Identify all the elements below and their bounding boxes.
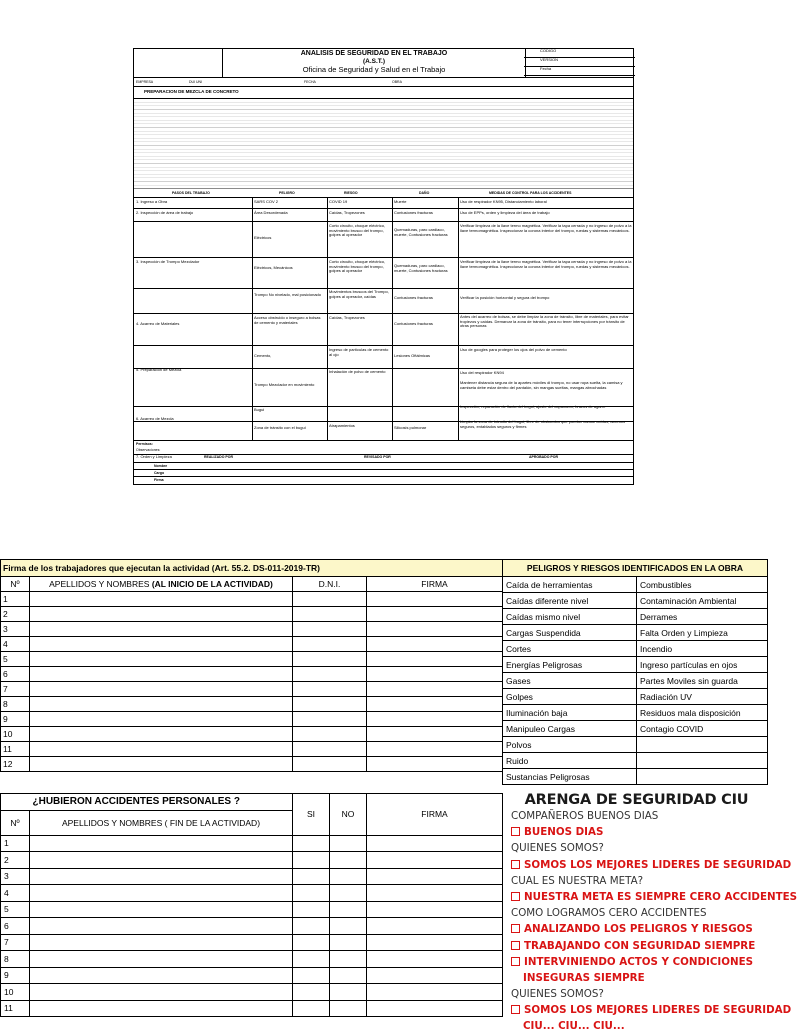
peligro-item: Contaminación Ambiental — [637, 593, 768, 609]
name-cell[interactable] — [30, 652, 293, 667]
peligro-6: Acceso obstruido o inseguro a bolsas de cemento y materiales — [254, 315, 321, 325]
dni-cell[interactable] — [293, 667, 367, 682]
arenga-line-text: ANALIZANDO LOS PELIGROS Y RIESGOS — [524, 923, 753, 936]
no-cell[interactable] — [330, 901, 367, 918]
row-number: 8 — [1, 951, 30, 968]
table-row — [1, 967, 503, 984]
codigo-label: CODIGO — [524, 49, 635, 58]
name-cell[interactable] — [30, 918, 293, 935]
riesgo-7: Ingreso de partículas de cemento al ojo — [329, 347, 389, 357]
medida-4: Verificar limpieza de la llave termo magnética. Verificar la tapa cerrada y no ingreso de polvo a la llave termomagnética. Inspeccionar la corona interior del trompo, ruedas y sistemas mecánicos. — [460, 259, 632, 269]
arenga-response — [505, 1002, 792, 1018]
peligro-row — [503, 657, 768, 673]
table-row — [1, 637, 503, 652]
arenga-line-text: TRABAJANDO CON SEGURIDAD SIEMPRE — [524, 939, 756, 952]
peligros-table — [502, 559, 768, 785]
row-number: 11 — [1, 742, 30, 757]
aprobado-por: APROBADO POR — [529, 455, 558, 459]
peligro-4: Eléctricos, Mecánicos — [254, 265, 293, 270]
table-row — [1, 757, 503, 772]
arenga-line-text: NUESTRA META ES SIEMPRE CERO ACCIDENTES — [524, 890, 797, 903]
step-4: 4. Acarreo de Materiales — [136, 321, 180, 326]
si-cell[interactable] — [293, 885, 330, 902]
dni-cell[interactable] — [293, 682, 367, 697]
table-row — [1, 682, 503, 697]
dni-cell[interactable] — [293, 622, 367, 637]
medida-1: Uso de respirador KN95, Distanciamiento laboral — [460, 199, 547, 204]
arenga-lines — [505, 808, 797, 1035]
no-cell[interactable] — [330, 852, 367, 869]
si-cell[interactable] — [293, 868, 330, 885]
table-row — [1, 727, 503, 742]
arenga-panel — [505, 792, 797, 1033]
col-name — [30, 577, 293, 592]
firma-cell[interactable] — [367, 951, 503, 968]
peligro-item: Cargas Suspendida — [503, 625, 637, 641]
row-number: 9 — [1, 967, 30, 984]
step-1: 1. Ingreso a Obra — [136, 199, 168, 204]
peligro-item: Cortes — [503, 641, 637, 657]
arenga-call — [505, 808, 768, 824]
checkbox-icon — [511, 892, 520, 901]
peligro-row — [503, 689, 768, 705]
empresa-value: DUI UNI — [189, 80, 203, 84]
firma-cell[interactable] — [367, 984, 503, 1001]
table-row — [1, 934, 503, 951]
name-cell[interactable] — [30, 742, 293, 757]
firma-cell[interactable] — [367, 852, 503, 869]
peligro-item: Ingreso partículas en ojos — [637, 657, 768, 673]
firma-cell[interactable] — [367, 757, 503, 772]
firma-cell[interactable] — [367, 592, 503, 607]
medida-5: Verificar la posición horizontal y segura del trompo — [460, 295, 550, 300]
name-cell[interactable] — [30, 868, 293, 885]
si-cell[interactable] — [293, 852, 330, 869]
row-number: 2 — [1, 607, 30, 622]
riesgo-6: Caídas, Tropezones — [329, 315, 365, 320]
peligro-item: Sustancias Peligrosas — [503, 769, 637, 785]
arenga-call — [505, 840, 768, 856]
ast-title: ANALISIS DE SEGURIDAD EN EL TRABAJO — [300, 50, 448, 57]
arenga-response — [505, 889, 797, 905]
peligro-item: Combustibles — [637, 577, 768, 593]
peligro-item: Energías Peligrosas — [503, 657, 637, 673]
dni-cell[interactable] — [293, 592, 367, 607]
table-row — [1, 712, 503, 727]
row-number: 6 — [1, 918, 30, 935]
table-row — [1, 984, 503, 1001]
riesgo-9: Atrapamientos — [329, 423, 355, 428]
peligro-row — [503, 593, 768, 609]
name-cell[interactable] — [30, 682, 293, 697]
row-number: 3 — [1, 622, 30, 637]
firma-cell[interactable] — [367, 901, 503, 918]
ast-form — [133, 48, 634, 485]
version-label: VERSION — [524, 58, 635, 67]
obra-label: OBRA — [392, 80, 402, 84]
peligro-8: Trompo Mezclador en movimiento — [254, 382, 315, 387]
firma-cell[interactable] — [367, 637, 503, 652]
arenga-response — [505, 857, 792, 873]
firma-cell[interactable] — [367, 727, 503, 742]
step-7: 7. Orden y Limpieza — [136, 454, 172, 459]
dano-2: Contusiones fracturas — [394, 210, 433, 215]
firma-cell[interactable] — [367, 652, 503, 667]
ast-subtitle: (A.S.T.) — [362, 58, 386, 66]
peligro-row — [503, 641, 768, 657]
firma-label: Firma — [154, 478, 164, 482]
si-cell[interactable] — [293, 901, 330, 918]
peligro-row — [503, 753, 768, 769]
dni-cell[interactable] — [293, 727, 367, 742]
arenga-response — [505, 954, 768, 970]
arenga-line-text: COMPAÑEROS BUENOS DIAS — [511, 810, 659, 822]
firma-cell[interactable] — [367, 712, 503, 727]
arenga-line-text: INTERVINIENDO ACTOS Y CONDICIONES — [524, 955, 754, 968]
table-row — [1, 1000, 503, 1017]
riesgo-8: Inhalación de polvo de cemento — [329, 369, 386, 374]
dni-cell[interactable] — [293, 652, 367, 667]
peligro-item: Polvos — [503, 737, 637, 753]
table-row — [1, 667, 503, 682]
peligro-2: Área Desordenada — [254, 210, 288, 215]
dni-cell[interactable] — [293, 607, 367, 622]
peligro-item — [637, 753, 768, 769]
peligro-item: Caídas mismo nivel — [503, 609, 637, 625]
no-cell[interactable] — [330, 934, 367, 951]
row-number: 7 — [1, 682, 30, 697]
col-firma: FIRMA — [367, 577, 503, 592]
name-cell[interactable] — [30, 622, 293, 637]
ast-activity-row — [134, 87, 633, 99]
firma-cell[interactable] — [367, 667, 503, 682]
table-row — [1, 918, 503, 935]
col-riesgo: RIESGO — [344, 191, 358, 195]
name-cell[interactable] — [30, 951, 293, 968]
peligro-item: Contagio COVID — [637, 721, 768, 737]
arenga-title: ARENGA DE SEGURIDAD CIU — [524, 792, 749, 808]
name-cell[interactable] — [30, 727, 293, 742]
name-cell[interactable] — [30, 901, 293, 918]
permisos-label: Permisos: — [136, 442, 153, 446]
peligro-7: Cemento, — [254, 353, 272, 358]
peligro-item: Derrames — [637, 609, 768, 625]
arenga-call — [505, 905, 768, 921]
name-cell[interactable] — [30, 667, 293, 682]
arenga-line-text: CIU... CIU... CIU... — [523, 1020, 625, 1033]
dano-8: Silicosis pulmonar — [394, 425, 427, 430]
riesgo-2: Caídas, Tropezones — [329, 210, 365, 215]
arenga-response — [505, 824, 768, 840]
cargo-label: Cargo — [154, 471, 165, 475]
peligro-5: Trompo No nivelado, mal posicionado — [254, 292, 321, 297]
dano-5: Contusiones fracturas — [394, 295, 433, 300]
empresa-label: EMPRESA — [136, 80, 154, 84]
firma-cell[interactable] — [367, 697, 503, 712]
si-cell[interactable] — [293, 967, 330, 984]
realizado-por: REALIZADO POR — [204, 455, 233, 459]
peligro-9: Bugui — [254, 407, 265, 412]
si-cell[interactable] — [293, 835, 330, 852]
checkbox-icon — [511, 924, 520, 933]
si-cell[interactable] — [293, 918, 330, 935]
medida-2: Uso de EPPs, orden y limpieza del área de trabajo — [460, 210, 550, 215]
col-name-end: APELLIDOS Y NOMBRES ( FIN DE LA ACTIVIDAD) — [30, 810, 293, 835]
table-row — [1, 742, 503, 757]
row-number: 4 — [1, 637, 30, 652]
checkbox-icon — [511, 941, 520, 950]
firma-cell[interactable] — [367, 1000, 503, 1017]
table-row — [1, 697, 503, 712]
firma-cell[interactable] — [367, 742, 503, 757]
name-cell[interactable] — [30, 1000, 293, 1017]
fecha-label: Fecha — [524, 67, 635, 76]
checkbox-icon — [511, 957, 520, 966]
row-number: 1 — [1, 835, 30, 852]
peligro-item: Caída de herramientas — [503, 577, 637, 593]
firma-cell[interactable] — [367, 934, 503, 951]
arenga-response — [505, 970, 768, 986]
workers-end-table — [0, 793, 503, 1017]
table-row — [1, 607, 503, 622]
col-n: Nº — [1, 577, 30, 592]
checkbox-icon — [511, 827, 520, 836]
fecha-field-label: FECHA — [304, 80, 316, 84]
table-row — [1, 592, 503, 607]
arenga-line-text: CUAL ES NUESTRA META? — [511, 874, 644, 887]
medida-6: Antes del acarreo de bolsas, se debe limpiar la zona de tránsito, libre de materiales, para evitar tropiezos y caídas. Demarcar la zona de tránsito, para no tener interrupciones por tránsito de otras personas — [460, 314, 629, 329]
peligro-row — [503, 625, 768, 641]
peligro-item: Partes Moviles sin guarda — [637, 673, 768, 689]
row-number: 2 — [1, 852, 30, 869]
table-row — [1, 652, 503, 667]
no-cell[interactable] — [330, 951, 367, 968]
arenga-line-text: QUIENES SOMOS? — [511, 842, 604, 855]
si-cell[interactable] — [293, 984, 330, 1001]
si-cell[interactable] — [293, 1000, 330, 1017]
dni-cell[interactable] — [293, 712, 367, 727]
step-3: 3. Inspección de Trompo Mezclador — [136, 259, 200, 264]
col-dano: DAÑO — [419, 191, 430, 195]
firma-cell[interactable] — [367, 682, 503, 697]
si-cell[interactable] — [293, 934, 330, 951]
peligro-row — [503, 721, 768, 737]
firma-cell[interactable] — [367, 835, 503, 852]
arenga-call — [505, 986, 768, 1002]
row-number: 8 — [1, 697, 30, 712]
dano-4: Quemaduras, paro cardiaco, muerte, Contusiones fracturas — [394, 263, 448, 273]
checkbox-icon — [511, 1005, 520, 1014]
name-cell[interactable] — [30, 852, 293, 869]
no-cell[interactable] — [330, 967, 367, 984]
no-cell[interactable] — [330, 984, 367, 1001]
peligro-item — [637, 737, 768, 753]
medida-7: Uso de googles para proteger los ojos del polvo de cemento — [460, 347, 567, 352]
row-number: 1 — [1, 592, 30, 607]
accidents-question: ¿HUBIERON ACCIDENTES PERSONALES ? — [30, 794, 293, 811]
peligros-title: PELIGROS Y RIESGOS IDENTIFICADOS EN LA OBRA — [503, 560, 768, 577]
name-cell[interactable] — [30, 592, 293, 607]
col-pasos: PASOS DEL TRABAJO — [172, 191, 210, 195]
riesgo-3: Corto circuito, choque eléctrico, movimiento brusco del trompo, golpes al operador — [329, 223, 386, 238]
col-firma-end: FIRMA — [367, 794, 503, 836]
dni-cell[interactable] — [293, 757, 367, 772]
medida-3: Verificar limpieza de la llave termo magnética. Verificar la tapa cerrada y no ingreso de polvo a la llave termomagnética. Inspeccionar la corona interior del trompo, ruedas y sistemas mecánicos. — [460, 223, 632, 233]
ast-code-box — [524, 49, 635, 77]
no-cell[interactable] — [330, 918, 367, 935]
step-6: 6. Acarreo de Mezcla — [136, 416, 174, 421]
peligro-item: Residuos mala disposición — [637, 705, 768, 721]
step-2: 2. Inspección de área de trabajo — [136, 210, 194, 215]
riesgo-1: COVID 19 — [329, 199, 348, 204]
observaciones-label: Observaciones: — [136, 448, 161, 452]
name-cell[interactable] — [30, 835, 293, 852]
row-number: 7 — [1, 934, 30, 951]
peligro-item: Gases — [503, 673, 637, 689]
no-cell[interactable] — [330, 885, 367, 902]
dano-3: Quemaduras, paro cardiaco, muerte, Contusiones fracturas — [394, 227, 448, 237]
workers-start-title: Firma de los trabajadores que ejecutan la actividad (Art. 55.2. DS-011-2019-TR) — [1, 560, 503, 577]
peligro-item: Ruido — [503, 753, 637, 769]
col-n-end: Nº — [1, 810, 30, 835]
name-cell[interactable] — [30, 984, 293, 1001]
name-cell[interactable] — [30, 757, 293, 772]
col-no: NO — [330, 794, 367, 836]
dano-1: Muerte — [394, 199, 407, 204]
col-name-text: APELLIDOS Y NOMBRES — [49, 579, 150, 589]
name-cell[interactable] — [30, 885, 293, 902]
activity-title: PREPARACION DE MEZCLA DE CONCRETO — [144, 89, 239, 94]
peligro-row — [503, 737, 768, 753]
dni-cell[interactable] — [293, 697, 367, 712]
step-5: 5. Preparación de Mezcla — [136, 367, 182, 372]
name-cell[interactable] — [30, 607, 293, 622]
row-number: 4 — [1, 885, 30, 902]
nombre-label: Nombre — [154, 464, 168, 468]
peligro-item: Manipuleo Cargas — [503, 721, 637, 737]
revisado-por: REVISADO POR — [364, 455, 391, 459]
no-cell[interactable] — [330, 868, 367, 885]
col-name-bold: (AL INICIO DE LA ACTIVIDAD) — [151, 579, 273, 589]
checkbox-icon — [511, 860, 520, 869]
firma-cell[interactable] — [367, 967, 503, 984]
table-row — [1, 835, 503, 852]
arenga-line-text: SOMOS LOS MEJORES LIDERES DE SEGURIDAD — [524, 858, 792, 871]
si-cell[interactable] — [293, 951, 330, 968]
peligro-item: Golpes — [503, 689, 637, 705]
arenga-line-text: INSEGURAS SIEMPRE — [523, 971, 645, 984]
medida-9: Mantener distancia segura de la apartes móviles di trompo, no usar ropa suelta, la camisa y camiseta debe estar dentro del pantalón, sin mangas sueltas, mangas abrochadas — [460, 380, 623, 390]
epp-checklist-area — [134, 99, 633, 189]
arenga-response — [505, 921, 768, 937]
name-cell[interactable] — [30, 967, 293, 984]
ast-footer — [134, 440, 633, 487]
ast-office: Oficina de Seguridad y Salud en el Trabajo — [302, 64, 446, 74]
dano-7: Lesiones Oftálmicas — [394, 353, 431, 358]
row-number: 10 — [1, 727, 30, 742]
no-cell[interactable] — [330, 835, 367, 852]
col-medidas: MEDIDAS DE CONTROL PARA LOS ACCIDENTES — [489, 191, 572, 195]
medida-11: Limpiar la zona de tránsito del bugui, libre de obstaculos que puedan causar caídas, accesos seguros, entablados seguros y firmes — [460, 419, 625, 429]
peligro-3: Eléctricos — [254, 235, 272, 240]
name-cell[interactable] — [30, 712, 293, 727]
riesgo-4: Corto circuito, choque eléctrico, movimiento brusco del trompo, golpes al operador — [329, 259, 386, 274]
peligro-item: Radiación UV — [637, 689, 768, 705]
peligro-10: Zona de tránsito con el bugui — [254, 425, 306, 430]
name-cell[interactable] — [30, 637, 293, 652]
row-number: 10 — [1, 984, 30, 1001]
table-row — [1, 852, 503, 869]
arenga-call — [505, 873, 768, 889]
row-number: 5 — [1, 652, 30, 667]
table-row — [1, 901, 503, 918]
workers-start-table — [0, 559, 503, 772]
name-cell[interactable] — [30, 697, 293, 712]
medida-10: Inspección, reparación de llanta del bugui, ajuste del caparazon, brazos de agarre — [460, 404, 606, 409]
row-number: 12 — [1, 757, 30, 772]
arenga-response — [505, 1018, 768, 1034]
peligro-row — [503, 705, 768, 721]
arenga-line-text: QUIENES SOMOS? — [511, 988, 604, 1001]
firma-cell[interactable] — [367, 868, 503, 885]
arenga-line-text: BUENOS DIAS — [524, 826, 604, 839]
peligro-1: SARS COV 2 — [254, 199, 279, 204]
arenga-response — [505, 938, 768, 954]
table-row — [1, 622, 503, 637]
arenga-line-text: SOMOS LOS MEJORES LIDERES DE SEGURIDAD — [524, 1004, 792, 1017]
ast-empresa-row — [134, 77, 633, 87]
medida-8: Uso del respirador KN94 — [460, 370, 504, 375]
dano-6: Contusiones fracturas — [394, 321, 433, 326]
peligro-item — [637, 769, 768, 785]
firma-cell[interactable] — [367, 607, 503, 622]
dni-cell[interactable] — [293, 637, 367, 652]
row-number: 9 — [1, 712, 30, 727]
name-cell[interactable] — [30, 934, 293, 951]
row-number: 11 — [1, 1000, 30, 1017]
peligro-row — [503, 577, 768, 593]
ast-columns — [134, 189, 633, 198]
riesgo-5: Movimientos bruscos del Trompo, golpes al operador, caídas — [329, 289, 389, 299]
row-number: 6 — [1, 667, 30, 682]
col-peligro: PELIGRO — [279, 191, 295, 195]
peligro-item: Falta Orden y Limpieza — [637, 625, 768, 641]
peligro-row — [503, 769, 768, 785]
firma-cell[interactable] — [367, 918, 503, 935]
arenga-line-text: COMO LOGRAMOS CERO ACCIDENTES — [511, 907, 707, 920]
col-dni: D.N.I. — [293, 577, 367, 592]
firma-cell[interactable] — [367, 885, 503, 902]
peligros-panel — [502, 559, 768, 785]
table-row — [1, 951, 503, 968]
peligro-item: Iluminación baja — [503, 705, 637, 721]
peligro-item: Incendio — [637, 641, 768, 657]
peligro-item: Caídas diferente nivel — [503, 593, 637, 609]
firma-cell[interactable] — [367, 622, 503, 637]
peligro-row — [503, 673, 768, 689]
table-row — [1, 885, 503, 902]
ast-header — [222, 49, 526, 77]
no-cell[interactable] — [330, 1000, 367, 1017]
row-number: 3 — [1, 868, 30, 885]
table-row — [1, 868, 503, 885]
col-si: SI — [293, 794, 330, 836]
peligro-row — [503, 609, 768, 625]
row-number: 5 — [1, 901, 30, 918]
dni-cell[interactable] — [293, 742, 367, 757]
